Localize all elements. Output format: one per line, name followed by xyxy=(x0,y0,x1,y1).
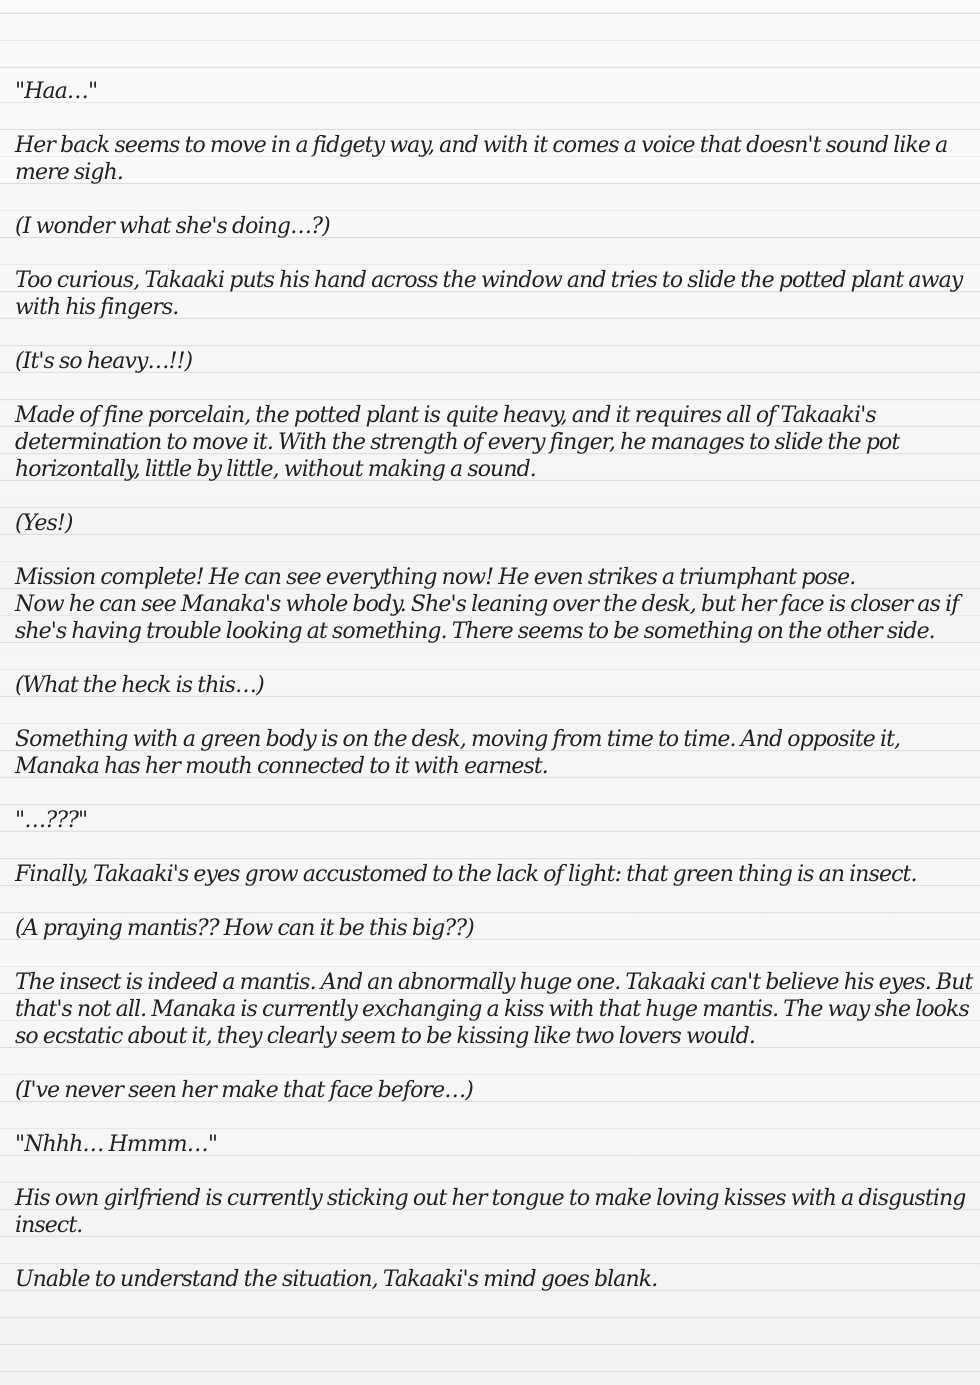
paragraph-17: His own girlfriend is currently sticking out her tongue to make loving kisses with a disgusting insect. xyxy=(15,1186,966,1238)
paragraph-3: (I wonder what she's doing…?) xyxy=(15,214,330,239)
paragraph-9: (What the heck is this…) xyxy=(15,673,264,698)
paragraph-12: Finally, Takaaki's eyes grow accustomed to the lack of light: that green thing is an insect. xyxy=(15,862,917,887)
paragraph-2: Her back seems to move in a fidgety way, and with it comes a voice that doesn't sound like a mere sigh. xyxy=(15,133,948,185)
paragraph-11: "…???" xyxy=(15,808,88,833)
paragraph-18: Unable to understand the situation, Takaaki's mind goes blank. xyxy=(15,1267,658,1292)
paragraph-13: (A praying mantis?? How can it be this big??) xyxy=(15,916,474,941)
paragraph-7: (Yes!) xyxy=(15,511,73,536)
story-text xyxy=(15,78,975,1320)
paragraph-15: (I've never seen her make that face before…) xyxy=(15,1078,473,1103)
paragraph-14: The insect is indeed a mantis. And an abnormally huge one. Takaaki can't believe his eyes. But that's not all. Manaka is currently exchanging a kiss with that huge mantis. The way she looks so ecstatic about it, they clearly seem to be kissing like two lovers would. xyxy=(15,970,973,1049)
paragraph-8: Mission complete! He can see everything now! He even strikes a triumphant pose. Now he can see Manaka's whole body. She's leaning over the desk, but her face is closer as if she's having trouble looking at something. There seems to be something on the other side. xyxy=(15,565,959,644)
paragraph-4: Too curious, Takaaki puts his hand across the window and tries to slide the potted plant away with his fingers. xyxy=(15,268,963,320)
paragraph-10: Something with a green body is on the desk, moving from time to time. And opposite it, Manaka has her mouth connected to it with earnest. xyxy=(15,727,901,779)
paragraph-16: "Nhhh… Hmmm…" xyxy=(15,1132,218,1157)
paragraph-1: "Haa…" xyxy=(15,79,98,104)
paragraph-6: Made of fine porcelain, the potted plant is quite heavy, and it requires all of Takaaki's determination to move it. With the strength of every finger, he manages to slide the pot horizontally, little by little, without making a sound. xyxy=(15,403,900,482)
paragraph-5: (It's so heavy…!!) xyxy=(15,349,193,374)
